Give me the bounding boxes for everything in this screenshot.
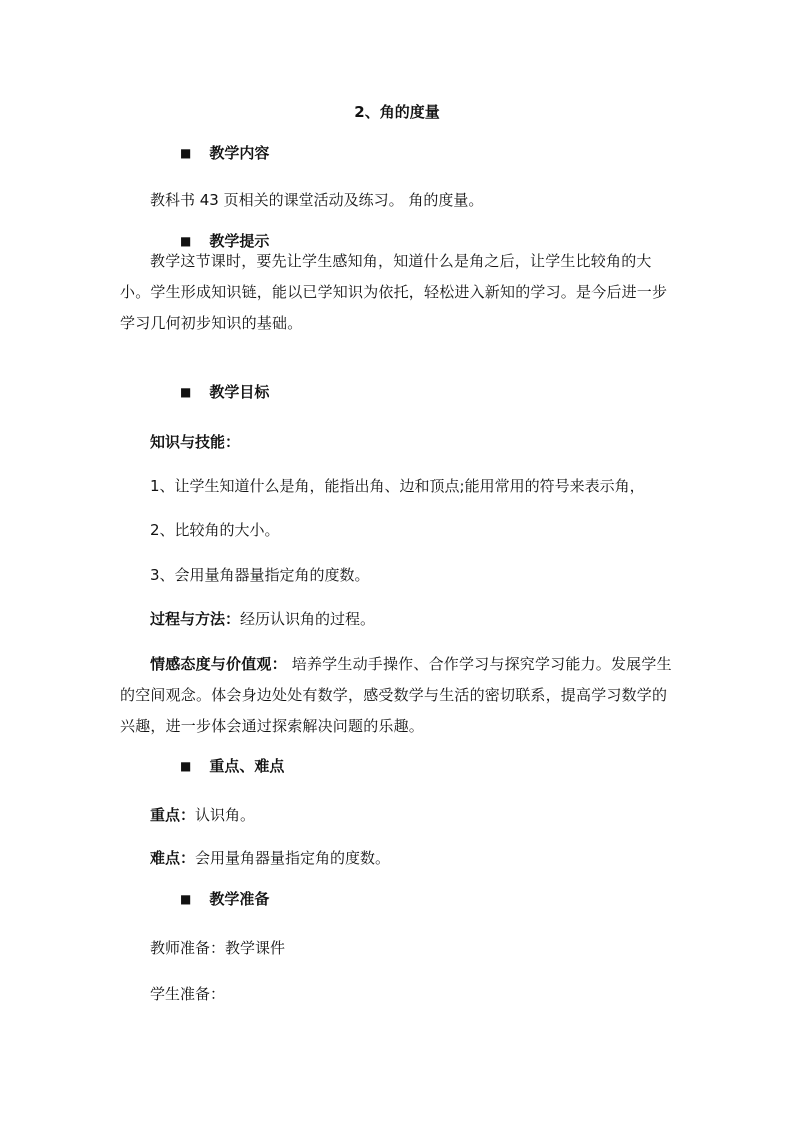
key-label: 重点： (150, 806, 196, 824)
teacher-preparation: 教师准备：教学课件 (150, 939, 286, 957)
emotion-label: 情感态度与价值观： (150, 655, 287, 673)
heading-label: 教学提示 (209, 232, 270, 250)
goal-item-2: 2、比较角的大小。 (150, 521, 280, 539)
bullet-square-icon: ■ (180, 234, 192, 248)
student-preparation: 学生准备： (150, 985, 226, 1003)
key-text: 认识角。 (195, 806, 256, 824)
process-text: 经历认识角的过程。 (240, 610, 376, 628)
key-point-line (150, 805, 255, 825)
section-heading-preparation (180, 889, 269, 909)
hint-paragraph: 教学这节课时，要先让学生感知角，知道什么是角之后，让学生比较角的大小。学生形成知识链，能以已学知识为依托，轻松进入新知的学习。是今后进一步学习几何初步知识的基础。 (120, 252, 668, 332)
document-title: 2、角的度量 (354, 103, 440, 121)
goal-item-1: 1、让学生知道什么是角，能指出角、边和顶点;能用常用的符号来表示角， (150, 477, 645, 495)
process-line (150, 609, 375, 629)
difficulty-text: 会用量角器量指定角的度数。 (195, 849, 391, 867)
knowledge-label: 知识与技能： (150, 433, 241, 451)
heading-label: 教学目标 (209, 383, 270, 401)
bullet-square-icon: ■ (180, 146, 192, 160)
heading-label: 教学内容 (209, 144, 270, 162)
section-heading-goals (180, 382, 269, 402)
heading-label: 重点、难点 (209, 757, 285, 775)
bullet-square-icon: ■ (180, 385, 192, 399)
emotion-text: 培养学生动手操作、合作学习与探究学习能力。发展学生的空间观念。体会身边处处有数学，感受数学与生活的密切联系，提高学习数学的兴趣，进一步体会通过探索解决问题的乐趣。 (120, 655, 672, 735)
section-heading-key-points (180, 756, 284, 776)
section-heading-content (180, 143, 269, 163)
emotion-paragraph (120, 649, 678, 742)
bullet-square-icon: ■ (180, 892, 192, 906)
process-label: 过程与方法： (150, 610, 241, 628)
difficulty-label: 难点： (150, 849, 196, 867)
content-text: 教科书 43 页相关的课堂活动及练习。 角的度量。 (150, 191, 484, 209)
goal-item-3: 3、会用量角器量指定角的度数。 (150, 566, 370, 584)
heading-label: 教学准备 (209, 890, 270, 908)
difficulty-line (150, 848, 390, 868)
bullet-square-icon: ■ (180, 759, 192, 773)
